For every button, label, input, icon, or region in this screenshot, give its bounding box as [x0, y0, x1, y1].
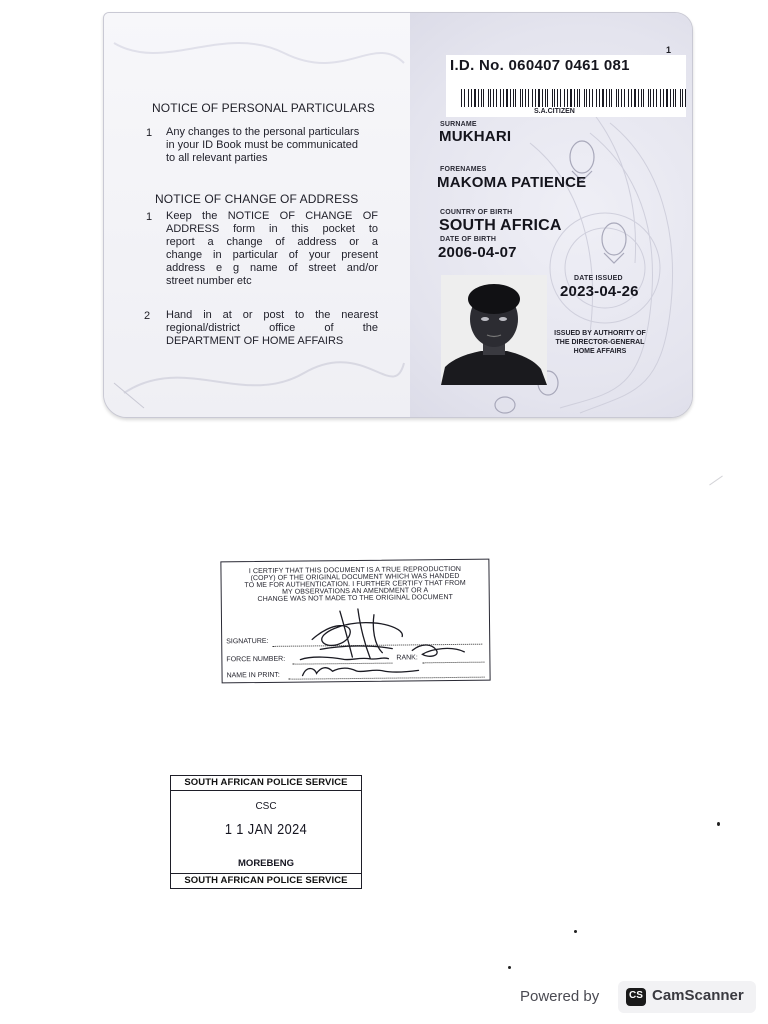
- text-line: regional/district office of the: [166, 322, 378, 334]
- barcode-bar: [542, 89, 543, 107]
- stamp-station: MOREBENG: [238, 858, 294, 869]
- barcode-bar: [560, 89, 561, 107]
- text-line: Keep the NOTICE OF CHANGE OF: [166, 210, 378, 222]
- barcode-bar: [535, 89, 536, 107]
- barcode-bar: [648, 89, 649, 107]
- powered-by-text: Powered by: [520, 988, 600, 1005]
- stamp-footer: SOUTH AFRICAN POLICE SERVICE: [171, 873, 361, 888]
- logo-text: CS: [629, 990, 643, 1001]
- id-number-strip: [446, 55, 686, 117]
- police-service-stamp: [170, 775, 362, 889]
- scan-speck: [717, 822, 720, 826]
- barcode-bar: [638, 89, 639, 107]
- barcode-bar: [506, 89, 508, 107]
- stamp-unit: CSC: [255, 801, 277, 812]
- barcode-bar: [547, 89, 548, 107]
- stamp-header: SOUTH AFRICAN POLICE SERVICE: [171, 776, 361, 791]
- text-line: THE DIRECTOR-GENERAL: [555, 339, 645, 346]
- notice-personal-text: [166, 126, 394, 165]
- barcode-bar: [579, 89, 580, 107]
- notice-address-text: [166, 210, 378, 288]
- barcode-bar: [496, 89, 497, 107]
- barcode-bar: [675, 89, 676, 107]
- handwritten-signature: [221, 560, 489, 683]
- camscanner-badge: [618, 981, 756, 1013]
- text-line: Hand in at or post to the nearest: [166, 309, 378, 321]
- barcode-bar: [468, 89, 469, 107]
- text-line: Any changes to the personal particulars: [166, 126, 360, 138]
- barcode-bar: [653, 89, 654, 107]
- stamp-date: 1 1 JAN 2024: [224, 821, 308, 838]
- notice-address-heading: NOTICE OF CHANGE OF ADDRESS: [155, 192, 359, 206]
- barcode-bar: [510, 89, 511, 107]
- scan-mark: [709, 476, 723, 486]
- barcode-bar: [641, 89, 642, 107]
- barcode-bar: [552, 89, 553, 107]
- portrait-icon: [441, 275, 547, 385]
- surname-value: MUKHARI: [439, 128, 512, 145]
- text-line: street number etc: [166, 275, 252, 287]
- barcode-bar: [567, 89, 568, 107]
- barcode-bar: [660, 89, 661, 107]
- barcode-bar: [624, 89, 625, 107]
- barcode-bar: [631, 89, 632, 107]
- barcode-bar: [525, 89, 526, 107]
- barcode-bar: [616, 89, 617, 107]
- barcode-bar: [532, 89, 533, 107]
- barcode-bar: [611, 89, 612, 107]
- barcode-bar: [602, 89, 604, 107]
- text-line: to all relevant parties: [166, 152, 268, 164]
- country-of-birth-label: COUNTRY OF BIRTH: [440, 209, 513, 216]
- item-number: 1: [146, 127, 153, 139]
- citizenship-label: S.A.CITIZEN: [534, 108, 575, 115]
- text-line: I CERTIFY THAT THIS DOCUMENT IS A TRUE REPRODUCTION: [248, 565, 462, 576]
- item-number: 2: [144, 310, 151, 322]
- notice-personal-heading: NOTICE OF PERSONAL PARTICULARS: [152, 101, 375, 115]
- barcode-icon: [461, 89, 691, 107]
- barcode-bar: [650, 89, 651, 107]
- barcode-bar: [490, 89, 491, 107]
- text-line: ISSUED BY AUTHORITY OF: [554, 330, 646, 337]
- text-line: ADDRESS form in this pocket to: [166, 223, 378, 235]
- barcode-bar: [609, 89, 610, 107]
- barcode-bar: [574, 89, 575, 107]
- id-photo: [441, 275, 547, 385]
- barcode-bar: [656, 89, 657, 107]
- barcode-bar: [522, 89, 523, 107]
- barcode-bar: [528, 89, 529, 107]
- force-number-label: FORCE NUMBER:: [226, 655, 286, 664]
- barcode-bar: [589, 89, 590, 107]
- text-line: in your ID Book must be communicated: [166, 139, 358, 151]
- barcode-bar: [478, 89, 479, 107]
- barcode-bar: [471, 89, 472, 107]
- id-book-scan: [103, 12, 693, 418]
- text-line: TO ME FOR AUTHENTICATION. I FURTHER CERTIFY THAT FROM: [244, 579, 466, 590]
- text-line: DEPARTMENT OF HOME AFFAIRS: [166, 335, 344, 347]
- issuing-authority: [540, 329, 660, 356]
- surname-label: SURNAME: [440, 121, 477, 128]
- barcode-bar: [564, 89, 565, 107]
- barcode-bar: [596, 89, 597, 107]
- date-issued-label: DATE ISSUED: [574, 275, 623, 282]
- id-number: I.D. No. 060407 0461 081: [450, 57, 630, 74]
- scan-speck: [508, 966, 511, 969]
- text-line: report a change of address or a: [166, 236, 378, 248]
- id-book-left-page: [104, 13, 411, 417]
- barcode-bar: [493, 89, 494, 107]
- name-in-print-label: NAME IN PRINT:: [226, 671, 280, 680]
- barcode-bar: [474, 89, 476, 107]
- forenames-value: MAKOMA PATIENCE: [437, 174, 587, 191]
- barcode-bar: [680, 89, 681, 107]
- date-issued-value: 2023-04-26: [560, 283, 639, 300]
- page-number: 1: [666, 45, 672, 55]
- camscanner-brand: CamScanner: [652, 987, 744, 1004]
- barcode-bar: [520, 89, 521, 107]
- barcode-bar: [621, 89, 622, 107]
- barcode-bar: [643, 89, 644, 107]
- barcode-bar: [481, 89, 482, 107]
- barcode-bar: [584, 89, 585, 107]
- text-line: change in particular of your present: [166, 249, 378, 261]
- barcode-bar: [500, 89, 501, 107]
- barcode-bar: [599, 89, 600, 107]
- barcode-bar: [628, 89, 629, 107]
- date-of-birth-label: DATE OF BIRTH: [440, 236, 497, 243]
- country-of-birth-value: SOUTH AFRICA: [439, 217, 562, 234]
- barcode-bar: [577, 89, 578, 107]
- camscanner-logo-icon: [626, 988, 646, 1006]
- barcode-bar: [464, 89, 465, 107]
- barcode-bar: [557, 89, 558, 107]
- text-line: (COPY) OF THE ORIGINAL DOCUMENT WHICH WAS HANDED: [250, 572, 460, 583]
- rank-label: RANK:: [396, 654, 418, 662]
- barcode-bar: [682, 89, 683, 107]
- barcode-bar: [554, 89, 555, 107]
- barcode-bar: [663, 89, 664, 107]
- forenames-label: FORENAMES: [440, 166, 487, 173]
- barcode-bar: [461, 89, 462, 107]
- scan-speck: [574, 930, 577, 933]
- signature-label: SIGNATURE:: [226, 637, 269, 646]
- barcode-bar: [483, 89, 484, 107]
- date-of-birth-value: 2006-04-07: [438, 244, 517, 261]
- barcode-bar: [634, 89, 636, 107]
- text-line: address e g name of street and/or: [166, 262, 378, 274]
- notice-handin-text: [166, 309, 378, 348]
- barcode-bar: [685, 89, 686, 107]
- barcode-bar: [488, 89, 489, 107]
- item-number: 1: [146, 211, 153, 223]
- barcode-bar: [545, 89, 546, 107]
- barcode-bar: [538, 89, 540, 107]
- barcode-bar: [666, 89, 668, 107]
- barcode-bar: [513, 89, 514, 107]
- text-line: MY OBSERVATIONS AN AMENDMENT OR A: [282, 587, 429, 596]
- barcode-bar: [586, 89, 587, 107]
- barcode-bar: [503, 89, 504, 107]
- certification-stamp: [220, 559, 490, 684]
- barcode-bar: [673, 89, 674, 107]
- text-line: HOME AFFAIRS: [573, 348, 627, 355]
- text-line: CHANGE WAS NOT MADE TO THE ORIGINAL DOCUMENT: [257, 593, 454, 604]
- barcode-bar: [592, 89, 593, 107]
- barcode-bar: [606, 89, 607, 107]
- barcode-bar: [670, 89, 671, 107]
- barcode-bar: [570, 89, 572, 107]
- barcode-bar: [515, 89, 516, 107]
- barcode-bar: [618, 89, 619, 107]
